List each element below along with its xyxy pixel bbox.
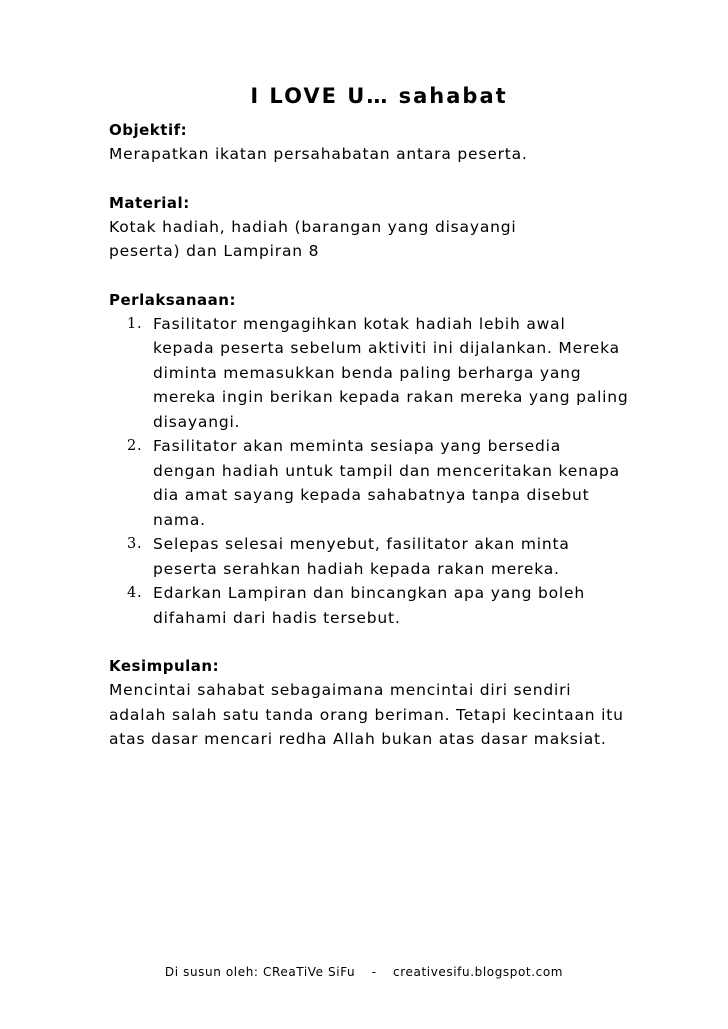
kesimpulan-text: Mencintai sahabat sebagaimana mencintai diri sendiri adalah salah satu tanda orang beriman. Tetapi kecintaan itu atas dasar mencari redha Allah bukan atas dasar maksiat. (109, 681, 624, 748)
list-item (109, 312, 629, 435)
steps-list (109, 312, 629, 631)
page-footer (0, 965, 728, 979)
kesimpulan-heading: Kesimpulan: (109, 657, 220, 675)
step-text: Edarkan Lampiran dan bincangkan apa yang boleh difahami dari hadis tersebut. (153, 584, 585, 627)
step-number: 2. (127, 438, 143, 454)
list-item (109, 581, 629, 630)
perlaksanaan-heading: Perlaksanaan: (109, 290, 236, 309)
kesimpulan-section (109, 654, 629, 752)
objektif-heading: Objektif: (109, 121, 188, 139)
page-title: I LOVE U… sahabat (250, 84, 508, 108)
step-number: 3. (127, 536, 143, 552)
material-section (109, 191, 629, 264)
step-text: Fasilitator mengagihkan kotak hadiah lebih awal kepada peserta sebelum aktiviti ini dijalankan. Mereka diminta memasukkan benda paling berharga yang mereka ingin berikan kepada rakan mereka yang paling disayangi. (153, 314, 629, 431)
objektif-text: Merapatkan ikatan persahabatan antara peserta. (109, 145, 528, 163)
material-text: Kotak hadiah, hadiah (barangan yang disayangi peserta) dan Lampiran 8 (109, 217, 517, 260)
material-heading: Material: (109, 193, 190, 212)
list-item (109, 532, 629, 581)
footer-site: creativesifu.blogspot.com (393, 965, 564, 979)
step-text: Fasilitator akan meminta sesiapa yang bersedia dengan hadiah untuk tampil dan menceritakan kenapa dia amat sayang kepada sahabatnya tanpa disebut nama. (153, 437, 620, 529)
step-number: 1. (127, 315, 143, 332)
document-page (109, 84, 629, 776)
objektif-section (109, 118, 629, 167)
perlaksanaan-section (109, 288, 629, 631)
list-item (109, 434, 629, 532)
footer-credit: Di susun oleh: CReaTiVe SiFu (164, 965, 356, 979)
step-number: 4. (127, 585, 143, 601)
step-text: Selepas selesai menyebut, fasilitator akan minta peserta serahkan hadiah kepada rakan mereka. (153, 535, 570, 578)
footer-separator: - (371, 965, 377, 979)
